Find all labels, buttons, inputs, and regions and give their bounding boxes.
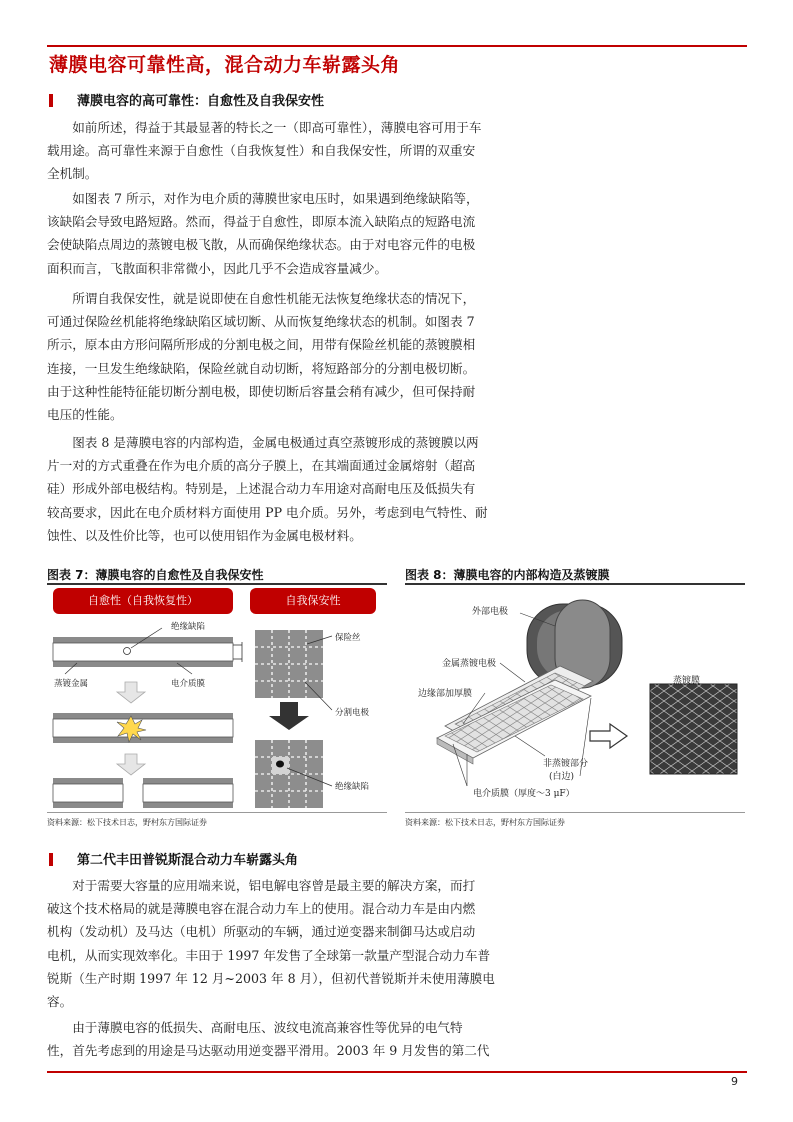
- label-vapor-metal: 蒸镀金属: [54, 679, 89, 689]
- paragraph: 图表 8 是薄膜电容的内部构造，金属电极通过真空蒸镀形成的蒸镀膜以两 片一对的方式重叠在作为电介质的高分子膜上，在其端面通过金属熔射（超高 硅）形成外部电极结构。特别是，上述混合动力车用途对高耐电压及低损失有 较高要求，因此在电介质材料方面使用 PP 电介质。另外，考虑到电气特性、耐 蚀性、以及性价比等，也可以使用铝作为金属电极材料。: [47, 435, 488, 543]
- self-protection-header: 自我保安性: [250, 588, 376, 614]
- figure7-bottom-rule: [47, 812, 387, 813]
- paragraph: 所谓自我保安性，就是说即使在自愈性机能无法恢复绝缘状态的情况下， 可通过保险丝机能将绝缘缺陷区域切断、从而恢复绝缘状态的机制。如图表 7 所示，原本由方形问隔所形成的分割电极之间，用带有保险丝机能的蒸镀膜相 连接，一旦发生绝缘缺陷，保险丝就自动切断，将短路部分的分割电极切断。 由于这种性能特征能切断分割电极，即使切断后容量会稍有减少，但可保持耐 电压的性能。: [47, 291, 476, 423]
- page-number: 9: [731, 1075, 738, 1088]
- figure8-source: 资料来源：松下技术日志，野村东方国际证券: [405, 818, 565, 827]
- label-dielectric-film: 电介质膜: [171, 679, 206, 689]
- label-vapor-film: 蒸镀膜: [673, 676, 701, 686]
- label-margin: (白边): [549, 772, 575, 782]
- header-rule: [47, 45, 747, 47]
- label-dielectric-film-thickness: 电介质膜（厚度～3 μF）: [473, 789, 575, 799]
- figure8-title: 图表 8：薄膜电容的内部构造及蒸镀膜: [405, 568, 610, 582]
- label-metal-vapor-electrode: 金属蒸镀电极: [442, 659, 497, 669]
- figure7-source: 资料来源：松下技术日志，野村东方国际证券: [47, 818, 207, 827]
- paragraph: 由于薄膜电容的低损失、高耐电压、波纹电流高兼容性等优异的电气特 性，首先考虑到的用途是马达驱动用逆变器平滑用。2003 年 9 月发售的第二代: [47, 1020, 490, 1059]
- label-non-vapor-part: 非蒸镀部分: [543, 759, 589, 769]
- self-healing-header: 自愈性（自我恢复性）: [53, 588, 233, 614]
- section-heading-reliability: 薄膜电容的高可靠性：自愈性及自我保安性: [49, 90, 324, 109]
- section-marker: [49, 94, 53, 107]
- paragraph: 如前所述，得益于其最显著的特长之一（即高可靠性），薄膜电容可用于车 载用途。高可靠性来源于自愈性（自我恢复性）和自我保安性，所谓的双重安 全机制。: [47, 120, 482, 182]
- figure7-diagram: [47, 586, 387, 811]
- section-heading-prius: 第二代丰田普锐斯混合动力车崭露头角: [49, 849, 298, 868]
- label-split-electrode: 分割电极: [335, 708, 370, 718]
- label-external-electrode: 外部电极: [472, 607, 509, 617]
- paragraph: 如图表 7 所示，对作为电介质的薄膜世家电压时，如果遇到绝缘缺陷等， 该缺陷会导致电路短路。然而，得益于自愈性，即原本流入缺陷点的短路电流 会使缺陷点周边的蒸镀电极飞散，从而确保绝缘状态。由于对电容元件的电极 面积而言，飞散面积非常微小，因此几乎不会造成容量减少。: [47, 191, 479, 276]
- page-title: 薄膜电容可靠性高，混合动力车崭露头角: [49, 54, 401, 76]
- section-marker: [49, 853, 53, 866]
- figure7-title: 图表 7：薄膜电容的自愈性及自我保安性: [47, 568, 264, 582]
- label-insulation-defect-2: 绝缘缺陷: [335, 782, 370, 792]
- footer-rule: [47, 1071, 747, 1073]
- figure7-title-rule: [47, 583, 387, 585]
- paragraph: 对于需要大容量的应用端来说，铝电解电容曾是最主要的解决方案，而打 破这个技术格局的就是薄膜电容在混合动力车上的使用。混合动力车是由内燃 机构（发动机）及马达（电机）所驱动的车辆，通过逆变器来制御马达或启动 电机，从而实现效率化。丰田于 1997 年发售了全球第一款量产型混合动力车普 锐斯（生产时期 1997 年 12 月~2003 年 8 月），但初代普锐斯并未使用薄膜电 容。: [47, 878, 495, 1010]
- label-fuse: 保险丝: [335, 633, 361, 643]
- label-insulation-defect: 绝缘缺陷: [171, 622, 206, 632]
- figure8-title-rule: [405, 583, 745, 585]
- figure8-bottom-rule: [405, 812, 745, 813]
- label-edge-thickened-film: 边缘部加厚膜: [418, 689, 473, 699]
- figure8-diagram: [405, 586, 745, 811]
